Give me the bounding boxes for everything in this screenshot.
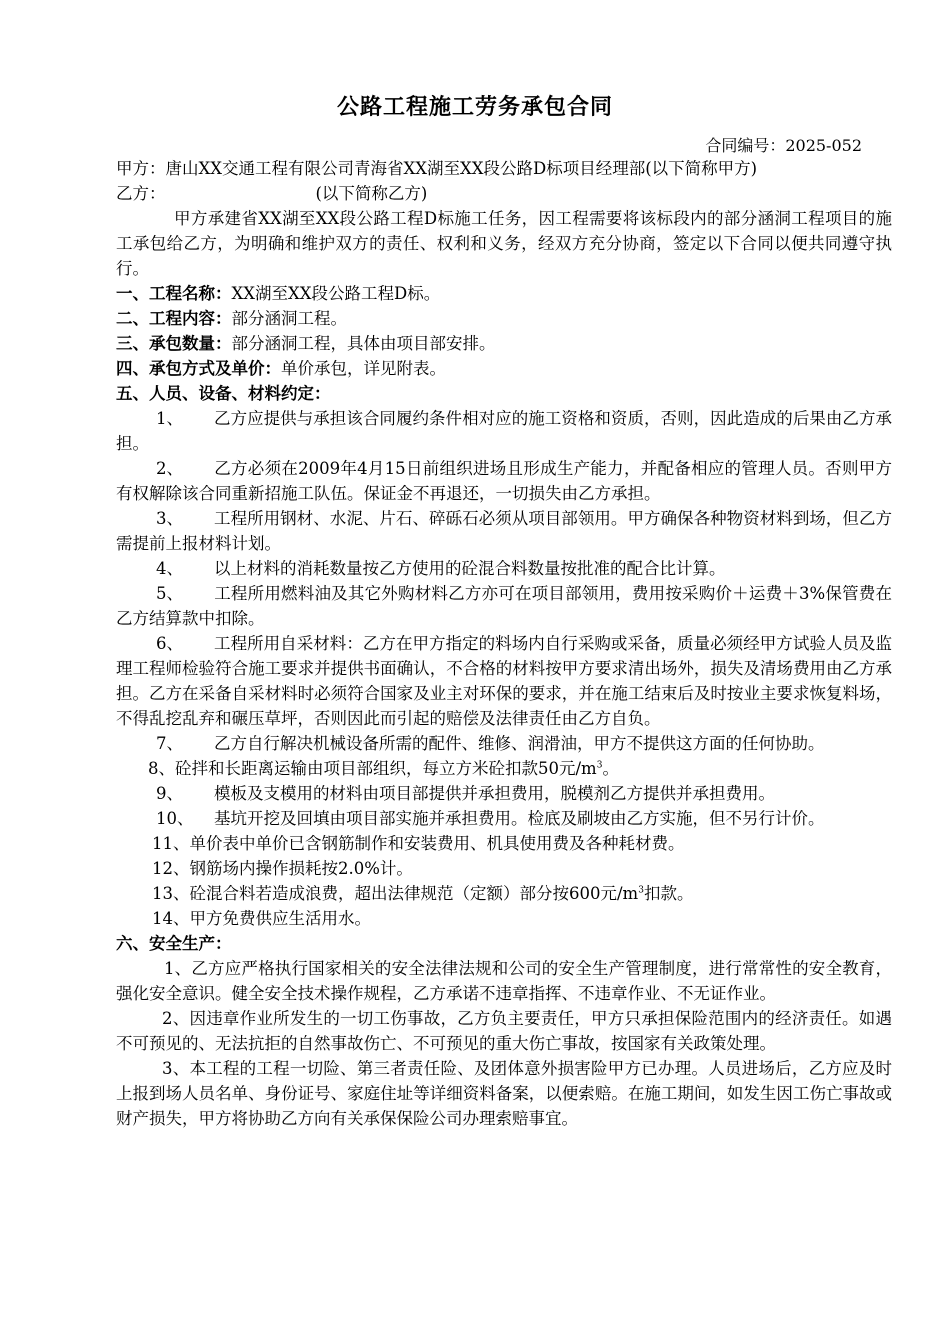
clause-5-7 <box>116 731 892 756</box>
clause-5-5 <box>116 581 892 631</box>
clause-text: 以上材料的消耗数量按乙方使用的砼混合料数量按批准的配合比计算。 <box>214 559 726 578</box>
section-6 <box>116 931 892 956</box>
clause-text: 13、砼混合料若造成浪费，超出法律规范（定额）部分按600元/m <box>152 884 639 903</box>
clause-text: 基坑开挖及回填由项目部实施并承担费用。检底及刷坡由乙方实施，但不另行计价。 <box>214 809 825 828</box>
cubic-superscript: 3 <box>596 760 603 771</box>
section-1-heading: 一、工程名称： <box>116 284 232 303</box>
clause-number: 3、 <box>156 509 183 528</box>
party-b-line <box>116 181 892 206</box>
intro-paragraph: 甲方承建省XX湖至XX段公路工程D标施工任务，因工程需要将该标段内的部分涵洞工程项目的施工承包给乙方，为明确和维护双方的责任、权利和义务，经双方充分协商，签定以下合同以便共同遵守执行。 <box>116 209 892 278</box>
section-2-heading: 二、工程内容： <box>116 309 232 328</box>
section-4 <box>116 356 892 381</box>
clause-6-1: 1、乙方应严格执行国家相关的安全法律法规和公司的安全生产管理制度，进行常常性的安全教育，强化安全意识。健全安全技术操作规程，乙方承诺不违章指挥、不违章作业、不无证作业。 <box>116 959 892 1003</box>
clause-text-end: 扣款。 <box>643 884 694 903</box>
section-2 <box>116 306 892 331</box>
section-1 <box>116 281 892 306</box>
cubic-superscript: 3 <box>638 885 644 896</box>
section-4-heading: 四、承包方式及单价： <box>116 359 281 378</box>
party-a-line: 甲方：唐山XX交通工程有限公司青海省XX湖至XX段公路D标项目经理部(以下简称甲方) <box>116 159 758 178</box>
section-4-text: 单价承包，详见附表。 <box>281 359 446 378</box>
clause-text: 工程所用燃料油及其它外购材料乙方亦可在项目部领用，费用按采购价＋运费＋3%保管费在乙方结算款中扣除。 <box>116 584 892 628</box>
contract-body <box>116 156 892 1131</box>
clause-text: 模板及支模用的材料由项目部提供并承担费用，脱模剂乙方提供并承担费用。 <box>214 784 775 803</box>
section-1-text: XX湖至XX段公路工程D标。 <box>231 284 441 303</box>
clause-text: 乙方应提供与承担该合同履约条件相对应的施工资格和资质，否则，因此造成的后果由乙方承担。 <box>116 409 892 453</box>
clause-5-11: 11、单价表中单价已含钢筋制作和安装费用、机具使用费及各种耗材费。 <box>152 834 685 853</box>
clause-number: 1、 <box>156 409 183 428</box>
clause-5-1 <box>116 406 892 456</box>
document-title: 公路工程施工劳务承包合同 <box>336 95 613 120</box>
clause-number: 2、 <box>156 459 183 478</box>
clause-5-8 <box>116 756 892 781</box>
clause-5-2 <box>116 456 892 506</box>
section-6-heading: 六、安全生产： <box>116 934 232 953</box>
clause-5-14: 14、甲方免费供应生活用水。 <box>152 909 371 928</box>
clause-number: 5、 <box>156 584 183 603</box>
clause-number: 4、 <box>156 559 183 578</box>
clause-5-10 <box>116 806 892 831</box>
section-5-heading: 五、人员、设备、材料约定： <box>116 384 331 403</box>
clause-text: 工程所用自采材料：乙方在甲方指定的料场内自行采购或采备，质量必须经甲方试验人员及监理工程师检验符合施工要求并提供书面确认，不合格的材料按甲方要求清出场外，损失及清场费用由乙方承担。乙方在采备自采材料时必须符合国家及业主对环保的要求，并在施工结束后及时按业主要求恢复料场，不得乱挖乱弃和碾压草坪，否则因此而引起的赔偿及法律责任由乙方自负。 <box>116 634 892 728</box>
clause-5-6 <box>116 631 892 731</box>
clause-number: 9、 <box>156 784 183 803</box>
section-3-text: 部分涵洞工程，具体由项目部安排。 <box>231 334 496 353</box>
clause-text: 8、砼拌和长距离运输由项目部组织，每立方米砼扣款50元/m <box>148 759 597 778</box>
clause-5-13 <box>116 881 892 906</box>
section-5 <box>116 381 892 406</box>
clause-number: 10、 <box>156 809 194 828</box>
clause-5-3 <box>116 506 892 556</box>
clause-6-3: 3、本工程的工程一切险、第三者责任险、及团体意外损害险甲方已办理。人员进场后，乙方应及时上报到场人员名单、身份证号、家庭住址等详细资料备案，以便索赔。在施工期间，如发生因工伤亡事故或财产损失，甲方将协助乙方向有关承保保险公司办理索赔事宜。 <box>116 1059 892 1128</box>
clause-text-end: 。 <box>602 759 619 778</box>
clause-text: 乙方自行解决机械设备所需的配件、维修、润滑油，甲方不提供这方面的任何协助。 <box>214 734 825 753</box>
contract-number: 合同编号：2025-052 <box>705 136 862 155</box>
clause-5-12: 12、钢筋场内操作损耗按2.0%计。 <box>152 859 413 878</box>
clause-text: 工程所用钢材、水泥、片石、碎砾石必须从项目部领用。甲方确保各种物资材料到场，但乙方需提前上报材料计划。 <box>116 509 892 553</box>
section-3 <box>116 331 892 356</box>
section-2-text: 部分涵洞工程。 <box>231 309 347 328</box>
party-b-label: 乙方： <box>116 184 166 203</box>
clause-number: 6、 <box>156 634 183 653</box>
clause-number: 7、 <box>156 734 183 753</box>
clause-text: 乙方必须在2009年4月15日前组织进场且形成生产能力，并配备相应的管理人员。否则甲方有权解除该合同重新招施工队伍。保证金不再退还，一切损失由乙方承担。 <box>116 459 892 503</box>
clause-6-2: 2、因违章作业所发生的一切工伤事故，乙方负主要责任，甲方只承担保险范围内的经济责任。如遇不可预见的、无法抗拒的自然事故伤亡、不可预见的重大伤亡事故，按国家有关政策处理。 <box>116 1009 892 1053</box>
clause-5-9 <box>116 781 892 806</box>
party-b-suffix: (以下简称乙方) <box>315 184 428 203</box>
clause-5-4 <box>116 556 892 581</box>
section-3-heading: 三、承包数量： <box>116 334 232 353</box>
